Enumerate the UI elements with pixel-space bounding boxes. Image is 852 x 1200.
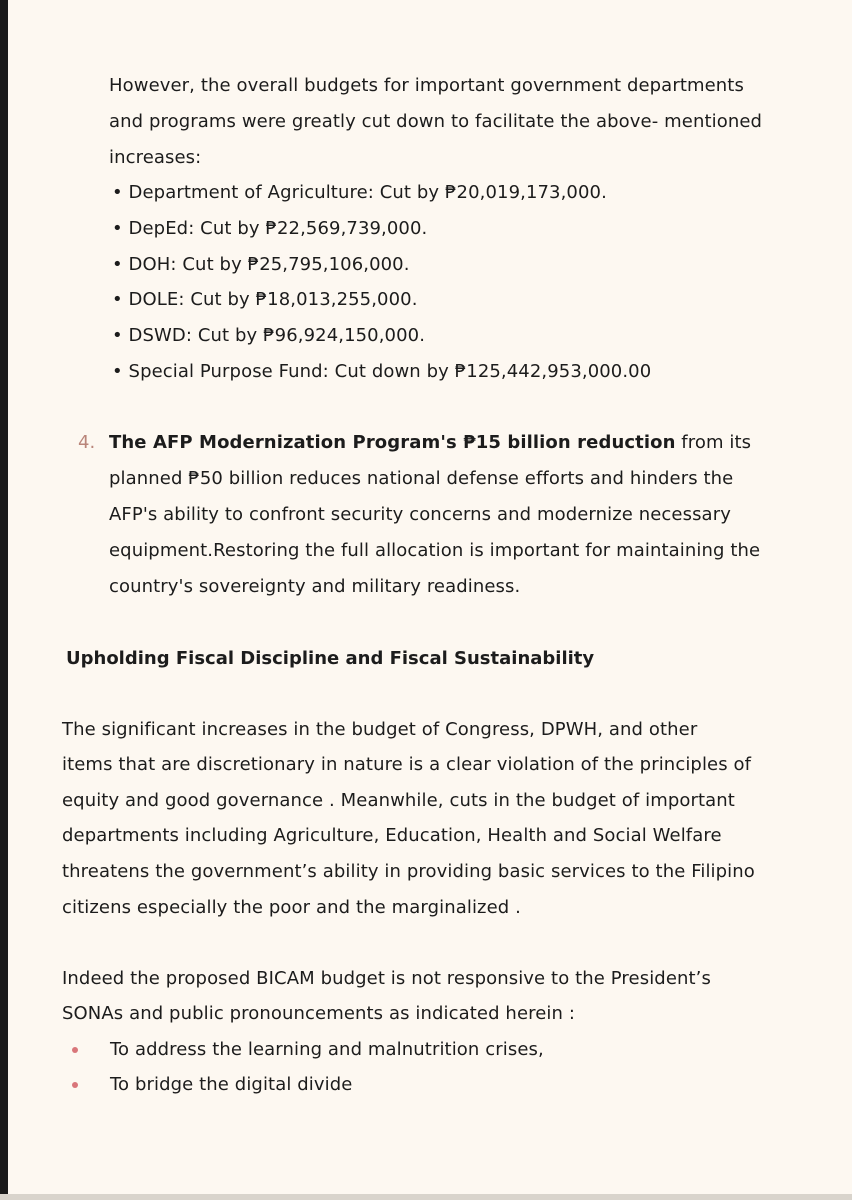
para1-line-2: items that are discretionary in nature is a clear violation of the principles of (62, 754, 752, 775)
cut-item-dole: • DOLE: Cut by ₱18,013,255,000. (112, 289, 418, 310)
item-4-lead-rest: from its (675, 432, 752, 453)
cut-item-agriculture: • Department of Agriculture: Cut by ₱20,019,173,000. (112, 182, 607, 203)
cut-item-doh: • DOH: Cut by ₱25,795,106,000. (112, 254, 410, 275)
para1-line-1: The significant increases in the budget of Congress, DPWH, and other (62, 719, 698, 740)
item-4-number: 4. (78, 432, 96, 453)
item-4-line-3: AFP's ability to confront security concerns and modernize necessary (109, 504, 731, 525)
para1-line-4: departments including Agriculture, Education, Health and Social Welfare (62, 825, 722, 846)
para1-line-5: threatens the government’s ability in providing basic services to the Filipino (62, 861, 755, 882)
item-4-line-2: planned ₱50 billion reduces national defense efforts and hinders the (109, 468, 734, 489)
intro-line-2: and programs were greatly cut down to facilitate the above- mentioned (109, 111, 763, 132)
item-4-line-4: equipment.Restoring the full allocation is important for maintaining the (109, 540, 761, 561)
bullet-item-digital-divide: To bridge the digital divide (110, 1074, 353, 1095)
cut-item-deped: • DepEd: Cut by ₱22,569,739,000. (112, 218, 428, 239)
intro-line-1: However, the overall budgets for important government departments (109, 75, 744, 96)
para2-line-1: Indeed the proposed BICAM budget is not responsive to the President’s (62, 968, 711, 989)
cut-item-special-purpose-fund: • Special Purpose Fund: Cut down by ₱125,442,953,000.00 (112, 361, 652, 382)
item-4-line-5: country's sovereignty and military readiness. (109, 576, 521, 597)
cut-item-dswd: • DSWD: Cut by ₱96,924,150,000. (112, 325, 426, 346)
page-bottom-edge (0, 1194, 852, 1200)
para1-line-6: citizens especially the poor and the marginalized . (62, 897, 521, 918)
intro-line-3: increases: (109, 147, 202, 168)
item-4-bold-lead: The AFP Modernization Program's ₱15 billion reduction (109, 432, 676, 453)
item-4-line-1 (109, 431, 751, 455)
bullet-dot-icon (72, 1082, 78, 1088)
bullet-dot-icon (72, 1047, 78, 1053)
para1-line-3: equity and good governance . Meanwhile, cuts in the budget of important (62, 790, 735, 811)
bullet-item-learning: To address the learning and malnutrition crises, (110, 1039, 544, 1060)
section-heading: Upholding Fiscal Discipline and Fiscal Sustainability (66, 648, 595, 669)
para2-line-2: SONAs and public pronouncements as indicated herein : (62, 1003, 575, 1024)
